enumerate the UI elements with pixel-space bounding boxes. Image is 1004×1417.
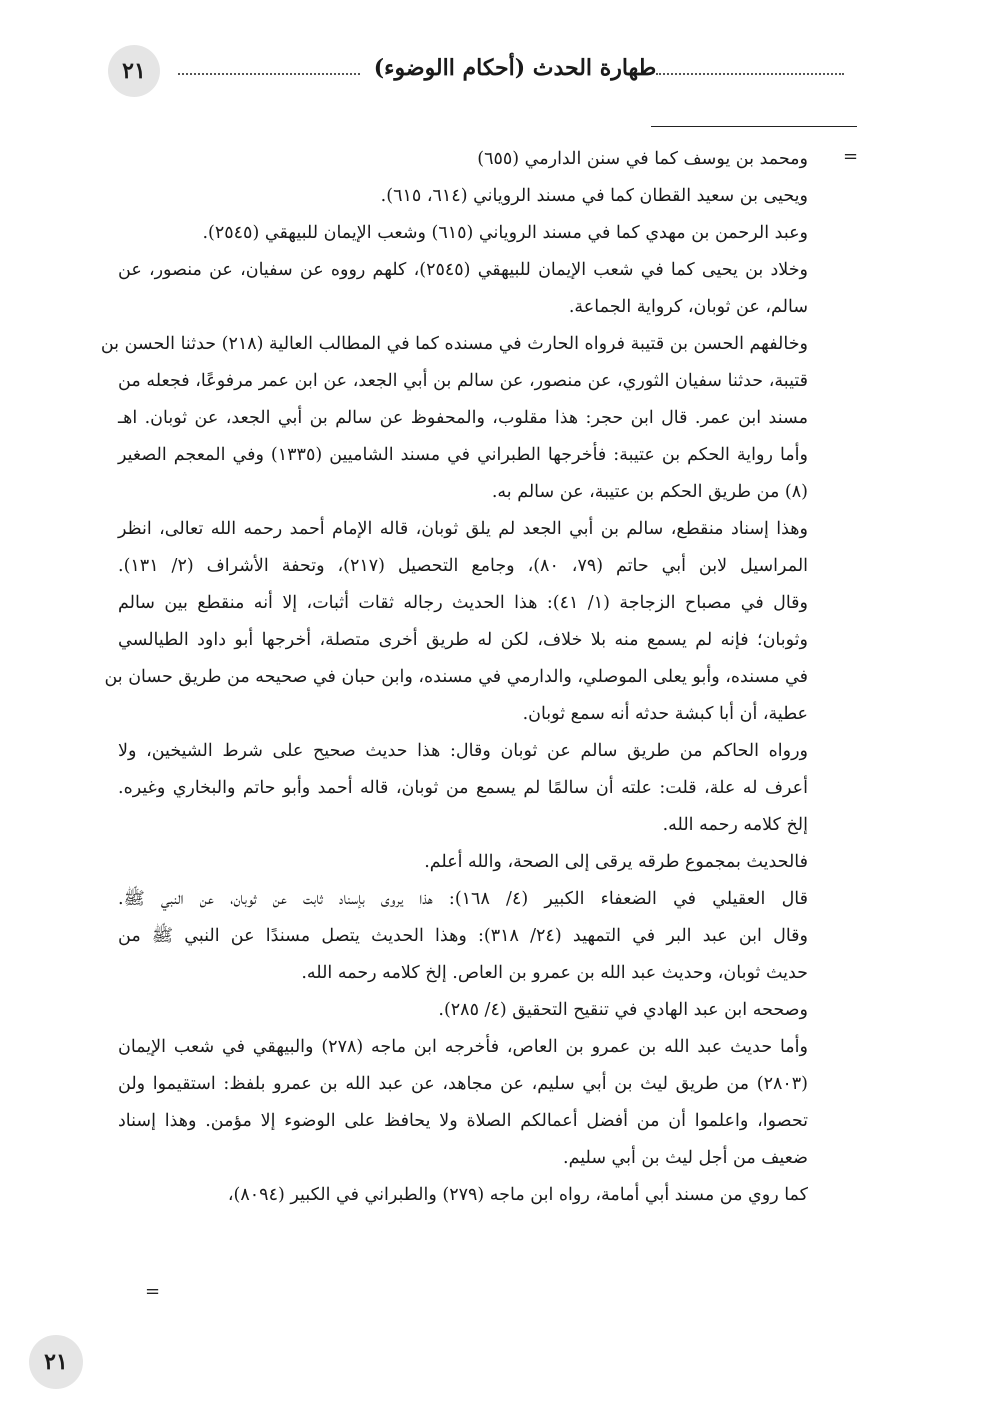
header-dotted-leader-left	[178, 73, 360, 75]
text-line: فالحديث بمجموع طرقه يرقى إلى الصحة، والله أعلم.	[424, 852, 808, 872]
text-line: ضعيف من أجل ليث بن أبي سليم.	[563, 1148, 808, 1168]
text-line: في مسنده، وأبو يعلى الموصلي، والدارمي في مسنده، وابن حبان في صحيحه من طريق حسان بن	[104, 667, 808, 687]
text-line: تحصوا، واعلموا أن من أفضل أعمالكم الصلاة ولا يحافظ على الوضوء إلا مؤمن. وهذا إسناد	[118, 1111, 808, 1131]
running-title: طهارة الحدث (أحكام االوضوء)	[373, 55, 657, 81]
continuation-mark-bottom: =	[145, 1281, 161, 1302]
text-line: وأما حديث عبد الله بن عمرو بن العاص، فأخرجه ابن ماجه (٢٧٨) والبيهقي في شعب الإيمان	[118, 1037, 808, 1057]
text-line: وقال في مصباح الزجاجة (١/ ٤١): هذا الحديث رجاله ثقات أثبات، إلا أنه منقطع بين سالم	[118, 593, 808, 613]
text-line: وخالفهم الحسن بن قتيبة فرواه الحارث في مسنده كما في المطالب العالية (٢١٨) حدثنا الحسن بن	[100, 334, 808, 354]
text-line: وهذا إسناد منقطع، سالم بن أبي الجعد لم يلق ثوبان، قاله الإمام أحمد رحمه الله تعالى، انظر	[118, 519, 808, 539]
page-number-badge-top: ٢١	[108, 45, 160, 97]
text-line: وخلاد بن يحيى كما في شعب الإيمان للبيهقي (٢٥٤٥)، كلهم رووه عن سفيان، عن منصور، عن	[118, 260, 808, 280]
text-line: وقال ابن عبد البر في التمهيد (٢٤/ ٣١٨): وهذا الحديث يتصل مسندًا عن النبي ﷺ من	[118, 926, 808, 946]
page-number-badge-bottom: ٢١	[29, 1335, 83, 1389]
footnote-body	[100, 141, 809, 1214]
text-line: إلخ كلامه رحمه الله.	[662, 815, 808, 835]
text-line: وعبد الرحمن بن مهدي كما في مسند الروياني (٦١٥) وشعب الإيمان للبيهقي (٢٥٤٥).	[202, 223, 808, 243]
footnote-separator-rule	[651, 126, 857, 127]
text-line: ويحيى بن سعيد القطان كما في مسند الروياني (٦١٤، ٦١٥).	[380, 186, 808, 206]
text-line: سالم، عن ثوبان، كرواية الجماعة.	[568, 297, 808, 317]
page-header	[108, 45, 848, 97]
text-line: مسند ابن عمر. قال ابن حجر: هذا مقلوب، والمحفوظ عن سالم بن أبي الجعد، عن ثوبان. اهـ	[118, 408, 808, 428]
text-line: قال العقيلي في الضعفاء الكبير (٤/ ١٦٨): هذا يروى بإسناد ثابت عن ثوبان، عن النبي ﷺ.	[118, 889, 808, 909]
text-line: عطية، أن أبا كبشة حدثه أنه سمع ثوبان.	[522, 704, 808, 724]
text-line: (٢٨٠٣) من طريق ليث بن أبي سليم، عن مجاهد، عن عبد الله بن عمرو بلفظ: استقيموا ولن	[118, 1074, 808, 1094]
text-line: وثوبان؛ فإنه لم يسمع منه بلا خلاف، لكن له طريق أخرى متصلة، أخرجها أبو داود الطيالسي	[118, 630, 808, 650]
text-line: كما روي من مسند أبي أمامة، رواه ابن ماجه (٢٧٩) والطبراني في الكبير (٨٠٩٤)،	[227, 1185, 808, 1205]
text-line: ومحمد بن يوسف كما في سنن الدارمي (٦٥٥)	[477, 149, 808, 169]
text-line: وصححه ابن عبد الهادي في تنقيح التحقيق (٤/ ٢٨٥).	[438, 1000, 808, 1020]
continuation-mark-top: =	[843, 146, 859, 167]
header-dotted-leader-right	[656, 73, 844, 75]
text-line: أعرف له علة، قلت: علته أن سالمًا لم يسمع من ثوبان، قاله أحمد وأبو حاتم والبخاري وغيره.	[118, 778, 808, 798]
text-line: حديث ثوبان، وحديث عبد الله بن عمرو بن العاص. إلخ كلامه رحمه الله.	[301, 963, 808, 983]
text-line: المراسيل لابن أبي حاتم (٧٩، ٨٠)، وجامع التحصيل (٢١٧)، وتحفة الأشراف (٢/ ١٣١).	[118, 556, 809, 576]
text-line: (٨) من طريق الحكم بن عتيبة، عن سالم به.	[491, 482, 808, 502]
text-line: قتيبة، حدثنا سفيان الثوري، عن منصور، عن سالم بن أبي الجعد، عن ابن عمر مرفوعًا، فجعله من	[118, 371, 808, 391]
text-line: وأما رواية الحكم بن عتيبة: فأخرجها الطبراني في مسند الشاميين (١٣٣٥) وفي المعجم الصغير	[118, 445, 808, 465]
text-line: ورواه الحاكم من طريق سالم عن ثوبان وقال: هذا حديث صحيح على شرط الشيخين، ولا	[118, 741, 808, 761]
